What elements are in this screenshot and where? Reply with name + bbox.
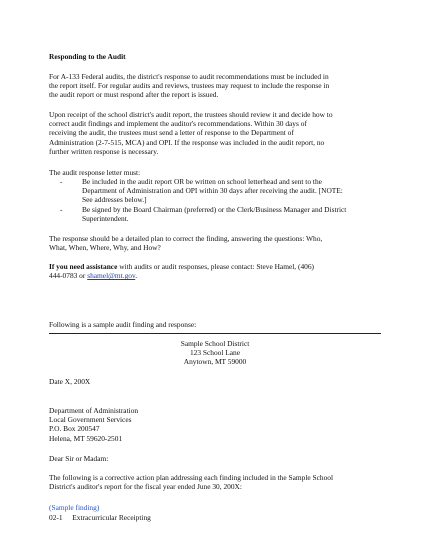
text-line: Superintendent. <box>82 214 129 224</box>
finding-title: Extracurricular Receipting <box>72 513 151 522</box>
period-text: . <box>135 271 138 281</box>
letter-requirements-intro: The audit response letter must: <box>49 168 141 177</box>
text-line: Upon receipt of the school district's audit report, the trustees should review it and decide how to <box>49 110 333 119</box>
divider-line <box>49 333 381 334</box>
paragraph-assistance <box>49 262 382 280</box>
letter-date: Date X, 200X <box>49 377 91 386</box>
letterhead-city: Anytown, MT 59000 <box>183 357 247 367</box>
bullet-marker: - <box>60 205 63 214</box>
text-line: receiving the audit, the trustees must send a letter of response to the Department of <box>49 128 294 138</box>
text-line: See addresses below.] <box>82 195 147 205</box>
paragraph-a133 <box>49 72 382 100</box>
address-line: P.O. Box 200547 <box>49 424 100 434</box>
text-line <box>49 271 382 280</box>
section-heading: Responding to the Audit <box>49 52 126 61</box>
bullet-marker: - <box>60 177 63 186</box>
text-line: For A-133 Federal audits, the district's response to audit recommendations must be included in <box>49 72 329 81</box>
paragraph-receipt <box>49 110 382 156</box>
text-line: What, When, Where, Why, and How? <box>49 243 161 253</box>
text-line <box>49 262 382 271</box>
phone-text: 444-0783 or <box>49 271 88 281</box>
text-line: correct audit findings and implement the auditor's recommendations. Within 30 days of <box>49 119 307 129</box>
address-line: Department of Administration <box>49 406 139 415</box>
sample-intro: Following is a sample audit finding and response: <box>49 320 197 329</box>
text-line: The response should be a detailed plan to correct the finding, answering the questions: Who, <box>49 234 323 243</box>
text-line: Department of Administration and OPI within 30 days after receiving the audit. [NOTE: <box>82 186 343 196</box>
address-line: Local Government Services <box>49 415 132 425</box>
assistance-bold: If you need assistance <box>49 262 118 271</box>
letterhead <box>49 339 381 367</box>
assistance-rest: with audits or audit responses, please contact: Steve Hamel, (406) <box>117 262 314 271</box>
text-line: Be signed by the Board Chairman (preferred) or the Clerk/Business Manager and District <box>82 205 347 214</box>
address-line: Helena, MT 59620-2501 <box>49 433 123 443</box>
bullet-item-signature <box>82 205 382 223</box>
sample-finding-label: (Sample finding) <box>49 503 100 512</box>
finding-row <box>49 513 382 522</box>
letterhead-street: 123 School Lane <box>189 348 241 358</box>
text-line: further written response is necessary. <box>49 146 159 156</box>
text-line: District's auditor's report for the fiscal year ended June 30, 200X: <box>49 482 242 492</box>
text-line: Be included in the audit report OR be written on school letterhead and sent to the <box>82 177 322 186</box>
recipient-address <box>49 406 382 443</box>
finding-number: 02-1 <box>49 513 63 522</box>
email-link[interactable]: shamel@mt.gov <box>87 271 136 281</box>
paragraph-detailed-plan <box>49 234 382 252</box>
text-line: the report itself. For regular audits and reviews, trustees may request to include the response in <box>49 81 330 91</box>
text-line: Administration (2-7-515, MCA) and OPI. If the response was included in the audit report, no <box>49 137 325 147</box>
bullet-item-letterhead <box>82 177 382 205</box>
letterhead-name: Sample School District <box>180 339 250 348</box>
text-line: The following is a corrective action plan addressing each finding included in the Sample School <box>49 473 334 482</box>
paragraph-corrective-plan <box>49 473 382 491</box>
salutation: Dear Sir or Madam: <box>49 454 109 463</box>
text-line: the audit report or must respond after the report is issued. <box>49 90 219 100</box>
